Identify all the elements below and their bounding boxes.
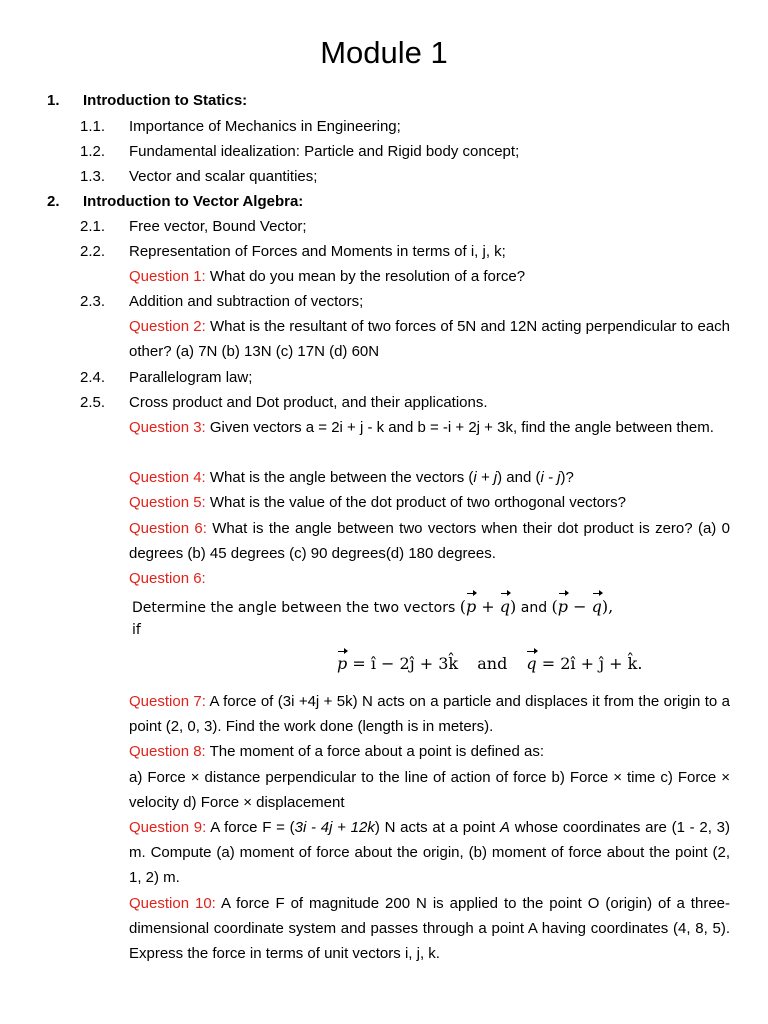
question-text: Given vectors a = 2i + j - k and b = -i + 2j + 3k, find the angle between them.	[205, 419, 714, 436]
question-4	[129, 465, 730, 490]
item-number: 2.4.	[80, 369, 106, 386]
question-label: Question 8:	[129, 743, 206, 760]
question-text: What is the value of the dot product of two orthogonal vectors?	[205, 494, 626, 511]
question-6b	[129, 566, 730, 591]
question-7	[129, 689, 730, 739]
question-text: What do you mean by the resolution of a force?	[205, 268, 526, 285]
vector-expression: i + j	[473, 469, 498, 486]
question-text: ) and (	[497, 469, 541, 486]
question-10	[129, 891, 730, 966]
equation-line	[132, 596, 732, 619]
question-text: A force of (3i +4j + 5k) N acts on a particle and displaces it from the origin to a point (2, 0, 3). Find the work done (length is in meters).	[129, 693, 730, 735]
question-label: Question 5:	[129, 494, 206, 511]
question-text: whose coordinates are (1 - 2, 3) m. Compute (a) moment of force about the origin, (b) moment of force about the point (2, 1, 2) m.	[129, 819, 730, 886]
image-text: and	[516, 600, 552, 616]
item-number: 2.3.	[80, 293, 106, 310]
question-text: ) N acts at a point	[374, 819, 501, 836]
item-text: Free vector, Bound Vector;	[129, 218, 307, 235]
question-8-options: a) Force × distance perpendicular to the line of action of force b) Force × time c) Force × velocity d) Force × displacement	[129, 769, 730, 811]
question-1	[129, 264, 730, 289]
point-name: A	[500, 819, 511, 836]
question-text: A force F of magnitude 200 N is applied to the point O (origin) of a three-dimensional coordinate system and passes through a point A having coordinates (4, 8, 5). Express the force in terms of unit vectors i, j, k.	[129, 895, 730, 962]
item-text: Cross product and Dot product, and their applications.	[129, 394, 488, 411]
section-number: 1.	[47, 92, 60, 109]
question-text: What is the resultant of two forces of 5N and 12N acting perpendicular to each other? (a) 7N (b) 13N (c) 17N (d) 60N	[129, 318, 731, 360]
question-text: A force F = (	[206, 819, 295, 836]
item-number: 1.3.	[80, 168, 106, 185]
item-text: Vector and scalar quantities;	[129, 168, 318, 185]
item-text: Parallelogram law;	[129, 369, 253, 386]
item-number: 1.2.	[80, 143, 106, 160]
question-label: Question 9:	[129, 819, 207, 836]
image-text: if	[132, 622, 141, 638]
question-5	[129, 490, 730, 515]
item-number: 2.2.	[80, 243, 106, 260]
question-text: )?	[560, 469, 574, 486]
question-label: Question 6:	[129, 520, 207, 537]
question-9	[129, 815, 730, 890]
section-title: Introduction to Vector Algebra:	[83, 193, 304, 210]
vector-diff: (p − q),	[551, 597, 614, 616]
question-text: The moment of a force about a point is defined as:	[205, 743, 544, 760]
question-label: Question 6:	[129, 570, 206, 587]
question-text: What is the angle between two vectors when their dot product is zero? (a) 0 degrees (b) 45 degrees (c) 90 degrees(d) 180 degrees.	[129, 520, 730, 562]
question-3	[129, 415, 730, 440]
page-title: Module 1	[320, 35, 448, 70]
item-text: Fundamental idealization: Particle and Rigid body concept;	[129, 143, 520, 160]
question-6	[129, 516, 730, 566]
question-label: Question 2:	[129, 318, 206, 335]
question-label: Question 3:	[129, 419, 206, 436]
p-definition: = î − 2ĵ + 3k̂	[352, 654, 459, 673]
question-label: Question 4:	[129, 469, 206, 486]
item-text: Representation of Forces and Moments in terms of i, j, k;	[129, 243, 506, 260]
item-number: 2.1.	[80, 218, 106, 235]
item-number: 1.1.	[80, 118, 106, 135]
question-2	[129, 314, 730, 364]
question-label: Question 10:	[129, 895, 216, 912]
item-text: Addition and subtraction of vectors;	[129, 293, 364, 310]
item-text: Importance of Mechanics in Engineering;	[129, 118, 401, 135]
q-definition: = 2î + ĵ + k̂.	[541, 654, 643, 673]
question-8	[129, 739, 730, 764]
vector-expression: i - j	[540, 469, 561, 486]
question-text: What is the angle between the vectors (	[205, 469, 474, 486]
image-text: Determine the angle between the two vectors	[132, 600, 460, 616]
question-label: Question 7:	[129, 693, 206, 710]
vector-definitions: p = î − 2ĵ + 3k̂ and q = 2î + ĵ + k̂.	[337, 654, 643, 673]
question-label: Question 1:	[129, 268, 206, 285]
and-word: and	[477, 654, 508, 673]
force-vector: 3i - 4j + 12k	[294, 819, 375, 836]
section-title: Introduction to Statics:	[83, 92, 248, 109]
item-number: 2.5.	[80, 394, 106, 411]
section-number: 2.	[47, 193, 60, 210]
vector-sum: (p + q)	[459, 597, 517, 616]
equation-image	[132, 596, 732, 673]
